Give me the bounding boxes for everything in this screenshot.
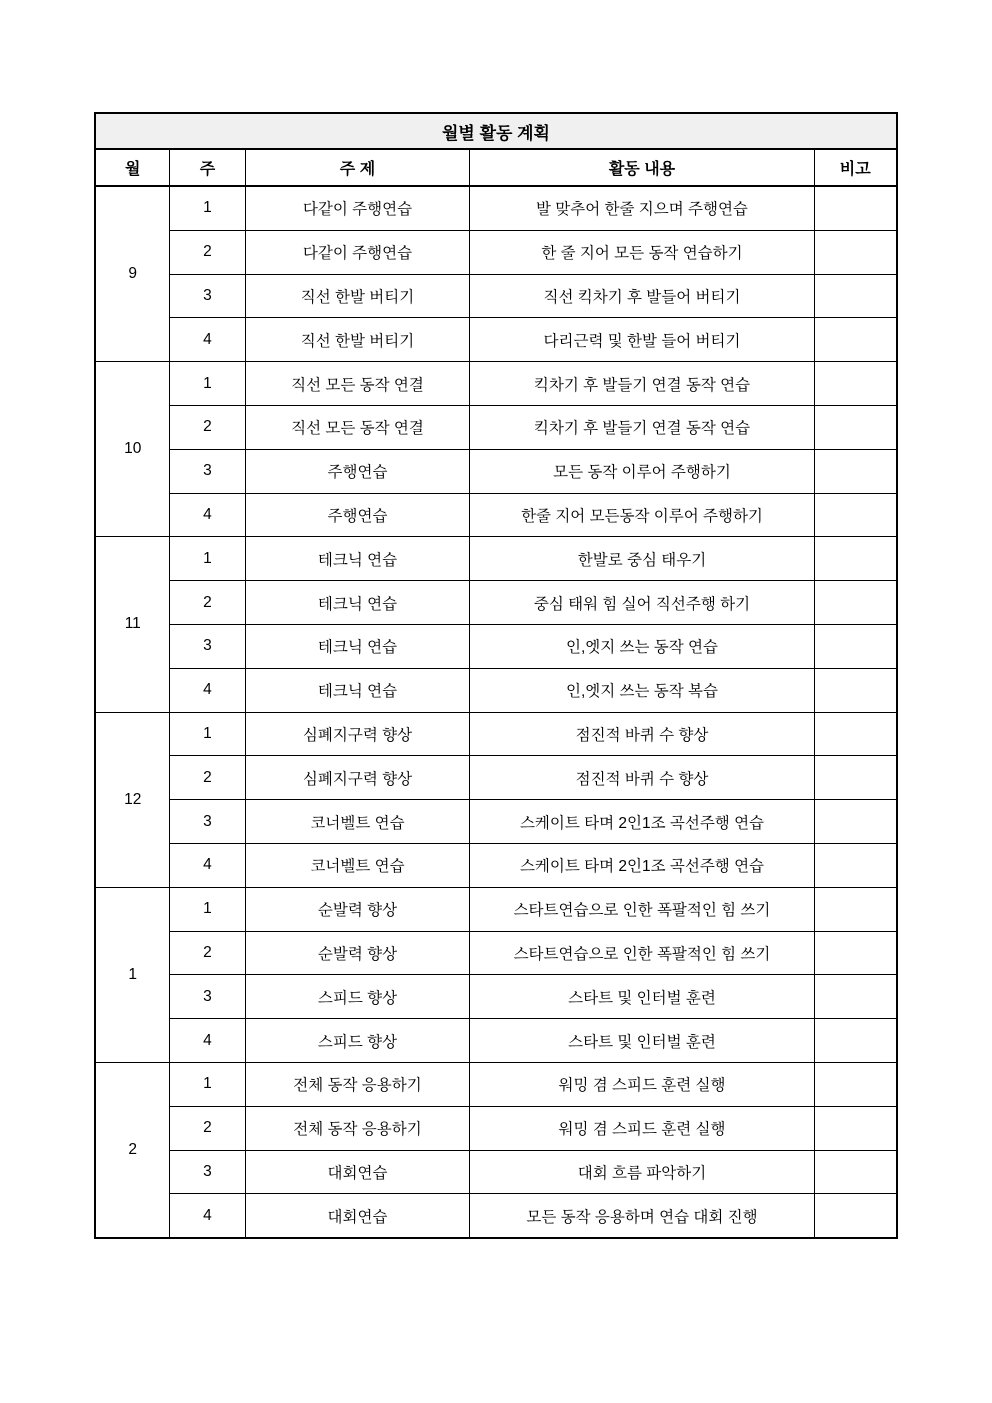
week-cell: 4 — [169, 1194, 245, 1238]
week-cell: 2 — [169, 405, 245, 449]
table-row — [95, 887, 896, 931]
table-row — [95, 405, 896, 449]
activity-cell: 스타트연습으로 인한 폭팔적인 힘 쓰기 — [469, 931, 814, 975]
week-cell: 1 — [169, 1062, 245, 1106]
week-cell: 1 — [169, 887, 245, 931]
header-topic: 주 제 — [245, 149, 469, 186]
activity-cell: 인,엣지 쓰는 동작 연습 — [469, 624, 814, 668]
topic-cell: 대회연습 — [245, 1194, 469, 1238]
table-row — [95, 186, 896, 230]
note-cell — [814, 1062, 896, 1106]
topic-cell: 코너벨트 연습 — [245, 800, 469, 844]
activity-cell: 킥차기 후 발들기 연결 동작 연습 — [469, 405, 814, 449]
note-cell — [814, 537, 896, 581]
table-row — [95, 975, 896, 1019]
activity-cell: 스타트 및 인터벌 훈련 — [469, 975, 814, 1019]
table-title-row — [95, 113, 896, 149]
week-cell: 1 — [169, 362, 245, 406]
header-week: 주 — [169, 149, 245, 186]
week-cell: 3 — [169, 624, 245, 668]
activity-cell: 한 줄 지어 모든 동작 연습하기 — [469, 230, 814, 274]
note-cell — [814, 887, 896, 931]
table-row — [95, 843, 896, 887]
topic-cell: 심폐지구력 향상 — [245, 756, 469, 800]
activity-cell: 스타트 및 인터벌 훈련 — [469, 1019, 814, 1063]
note-cell — [814, 493, 896, 537]
week-cell: 4 — [169, 668, 245, 712]
topic-cell: 주행연습 — [245, 449, 469, 493]
activity-cell: 점진적 바퀴 수 향상 — [469, 712, 814, 756]
activity-cell: 킥차기 후 발들기 연결 동작 연습 — [469, 362, 814, 406]
month-cell: 9 — [95, 186, 169, 362]
week-cell: 3 — [169, 449, 245, 493]
table-row — [95, 800, 896, 844]
table-row — [95, 274, 896, 318]
table-row — [95, 362, 896, 406]
week-cell: 2 — [169, 931, 245, 975]
week-cell: 1 — [169, 186, 245, 230]
table-row — [95, 624, 896, 668]
topic-cell: 주행연습 — [245, 493, 469, 537]
table-row — [95, 1019, 896, 1063]
week-cell: 3 — [169, 800, 245, 844]
note-cell — [814, 756, 896, 800]
table-row — [95, 493, 896, 537]
topic-cell: 스피드 향상 — [245, 1019, 469, 1063]
table-row — [95, 1150, 896, 1194]
topic-cell: 심폐지구력 향상 — [245, 712, 469, 756]
note-cell — [814, 362, 896, 406]
topic-cell: 직선 한발 버티기 — [245, 318, 469, 362]
header-month: 월 — [95, 149, 169, 186]
month-cell: 2 — [95, 1062, 169, 1238]
note-cell — [814, 1106, 896, 1150]
note-cell — [814, 581, 896, 625]
week-cell: 2 — [169, 581, 245, 625]
week-cell: 1 — [169, 537, 245, 581]
activity-cell: 중심 태워 힘 실어 직선주행 하기 — [469, 581, 814, 625]
topic-cell: 스피드 향상 — [245, 975, 469, 1019]
note-cell — [814, 405, 896, 449]
note-cell — [814, 186, 896, 230]
activity-cell: 한발로 중심 태우기 — [469, 537, 814, 581]
topic-cell: 순발력 향상 — [245, 931, 469, 975]
activity-cell: 발 맞추어 한줄 지으며 주행연습 — [469, 186, 814, 230]
topic-cell: 전체 동작 응용하기 — [245, 1062, 469, 1106]
topic-cell: 테크닉 연습 — [245, 668, 469, 712]
month-cell: 10 — [95, 362, 169, 537]
note-cell — [814, 931, 896, 975]
table-row — [95, 230, 896, 274]
note-cell — [814, 230, 896, 274]
table-row — [95, 668, 896, 712]
note-cell — [814, 1150, 896, 1194]
note-cell — [814, 1019, 896, 1063]
table-row — [95, 1106, 896, 1150]
table-row — [95, 756, 896, 800]
week-cell: 3 — [169, 1150, 245, 1194]
month-cell: 11 — [95, 537, 169, 712]
topic-cell: 테크닉 연습 — [245, 624, 469, 668]
activity-cell: 점진적 바퀴 수 향상 — [469, 756, 814, 800]
table-row — [95, 1062, 896, 1106]
topic-cell: 다같이 주행연습 — [245, 186, 469, 230]
topic-cell: 직선 한발 버티기 — [245, 274, 469, 318]
note-cell — [814, 449, 896, 493]
topic-cell: 코너벨트 연습 — [245, 843, 469, 887]
month-cell: 12 — [95, 712, 169, 887]
table-row — [95, 581, 896, 625]
topic-cell: 전체 동작 응용하기 — [245, 1106, 469, 1150]
week-cell: 4 — [169, 318, 245, 362]
note-cell — [814, 624, 896, 668]
table-row — [95, 712, 896, 756]
note-cell — [814, 800, 896, 844]
topic-cell: 대회연습 — [245, 1150, 469, 1194]
week-cell: 2 — [169, 1106, 245, 1150]
topic-cell: 다같이 주행연습 — [245, 230, 469, 274]
table-row — [95, 1194, 896, 1238]
activity-cell: 대회 흐름 파악하기 — [469, 1150, 814, 1194]
note-cell — [814, 318, 896, 362]
table-row — [95, 931, 896, 975]
activity-cell: 인,엣지 쓰는 동작 복습 — [469, 668, 814, 712]
activity-cell: 워밍 겸 스피드 훈련 실행 — [469, 1106, 814, 1150]
activity-cell: 스케이트 타며 2인1조 곡선주행 연습 — [469, 800, 814, 844]
note-cell — [814, 843, 896, 887]
topic-cell: 직선 모든 동작 연결 — [245, 405, 469, 449]
topic-cell: 테크닉 연습 — [245, 537, 469, 581]
week-cell: 4 — [169, 1019, 245, 1063]
activity-cell: 모든 동작 이루어 주행하기 — [469, 449, 814, 493]
topic-cell: 직선 모든 동작 연결 — [245, 362, 469, 406]
activity-cell: 스케이트 타며 2인1조 곡선주행 연습 — [469, 843, 814, 887]
month-cell: 1 — [95, 887, 169, 1062]
header-activity: 활동 내용 — [469, 149, 814, 186]
week-cell: 2 — [169, 230, 245, 274]
activity-cell: 모든 동작 응용하며 연습 대회 진행 — [469, 1194, 814, 1238]
topic-cell: 테크닉 연습 — [245, 581, 469, 625]
week-cell: 4 — [169, 843, 245, 887]
table-row — [95, 318, 896, 362]
note-cell — [814, 274, 896, 318]
week-cell: 4 — [169, 493, 245, 537]
week-cell: 1 — [169, 712, 245, 756]
monthly-activity-plan-table — [94, 112, 897, 1239]
activity-cell: 한줄 지어 모든동작 이루어 주행하기 — [469, 493, 814, 537]
table-title: 월별 활동 계획 — [95, 113, 896, 149]
week-cell: 3 — [169, 274, 245, 318]
table-header-row — [95, 149, 896, 186]
note-cell — [814, 1194, 896, 1238]
activity-cell: 스타트연습으로 인한 폭팔적인 힘 쓰기 — [469, 887, 814, 931]
week-cell: 3 — [169, 975, 245, 1019]
topic-cell: 순발력 향상 — [245, 887, 469, 931]
note-cell — [814, 668, 896, 712]
header-note: 비고 — [814, 149, 896, 186]
note-cell — [814, 975, 896, 1019]
table-row — [95, 537, 896, 581]
week-cell: 2 — [169, 756, 245, 800]
activity-cell: 워밍 겸 스피드 훈련 실행 — [469, 1062, 814, 1106]
activity-cell: 다리근력 및 한발 들어 버티기 — [469, 318, 814, 362]
activity-cell: 직선 킥차기 후 발들어 버티기 — [469, 274, 814, 318]
note-cell — [814, 712, 896, 756]
table-row — [95, 449, 896, 493]
